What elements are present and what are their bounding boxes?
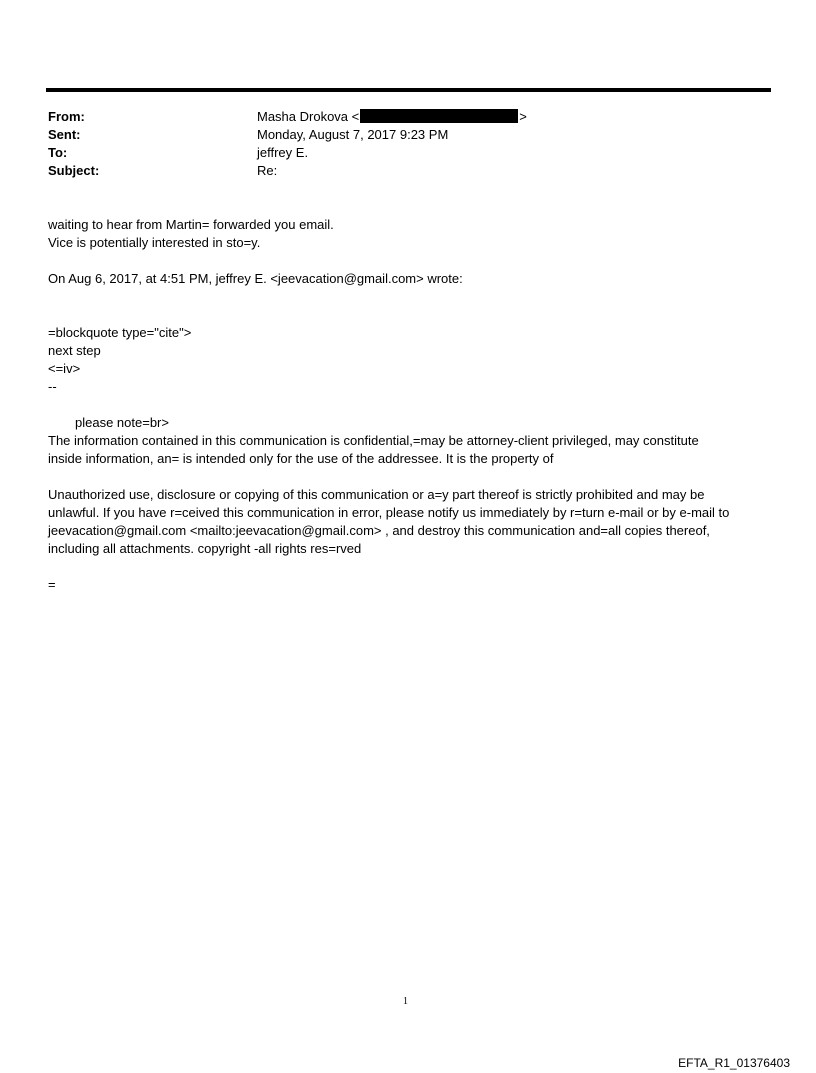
page-number: 1	[403, 996, 408, 1007]
unauthorized-line-1: Unauthorized use, disclosure or copying of this communication or a=y part thereof is strictly prohibited and may be	[48, 487, 705, 502]
next-step-line: next step	[48, 343, 101, 358]
from-value	[257, 108, 527, 126]
sent-label: Sent:	[48, 127, 81, 142]
subject-label: Subject:	[48, 163, 100, 178]
unauthorized-line-3: jeevacation@gmail.com <mailto:jeevacation@gmail.com> , and destroy this communication and=all copies thereof,	[48, 523, 710, 538]
sent-value: Monday, August 7, 2017 9:23 PM	[257, 127, 449, 142]
to-label: To:	[48, 145, 68, 160]
trailing-equals: =	[48, 577, 56, 592]
to-value: jeffrey E.	[257, 145, 309, 160]
redaction-box	[360, 109, 518, 123]
from-label: From:	[48, 109, 85, 124]
bates-number: EFTA_R1_01376403	[678, 1056, 790, 1070]
body-line-2: Vice is potentially interested in sto=y.	[48, 235, 261, 250]
unauthorized-line-4: including all attachments. copyright -all rights res=rved	[48, 541, 362, 556]
subject-value: Re:	[257, 163, 278, 178]
header-rule	[46, 88, 771, 92]
body-line-1: waiting to hear from Martin= forwarded you email.	[48, 217, 334, 232]
unauthorized-line-2: unlawful. If you have r=ceived this communication in error, please notify us immediately by r=turn e-mail or by e-mail to	[48, 505, 730, 520]
blockquote-tag: =blockquote type="cite">	[48, 325, 192, 340]
confidential-line-1: The information contained in this communication is confidential,=may be attorney-client privileged, may constitute	[48, 433, 699, 448]
from-name: Masha Drokova <	[257, 109, 360, 124]
quote-intro: On Aug 6, 2017, at 4:51 PM, jeffrey E. <jeevacation@gmail.com> wrote:	[48, 271, 463, 286]
from-close: >	[519, 109, 527, 124]
please-note-line: please note=br>	[75, 415, 169, 430]
signature-dash: --	[48, 379, 57, 394]
confidential-line-2: inside information, an= is intended only for the use of the addressee. It is the property of	[48, 451, 554, 466]
div-tag-line: <=iv>	[48, 361, 81, 376]
